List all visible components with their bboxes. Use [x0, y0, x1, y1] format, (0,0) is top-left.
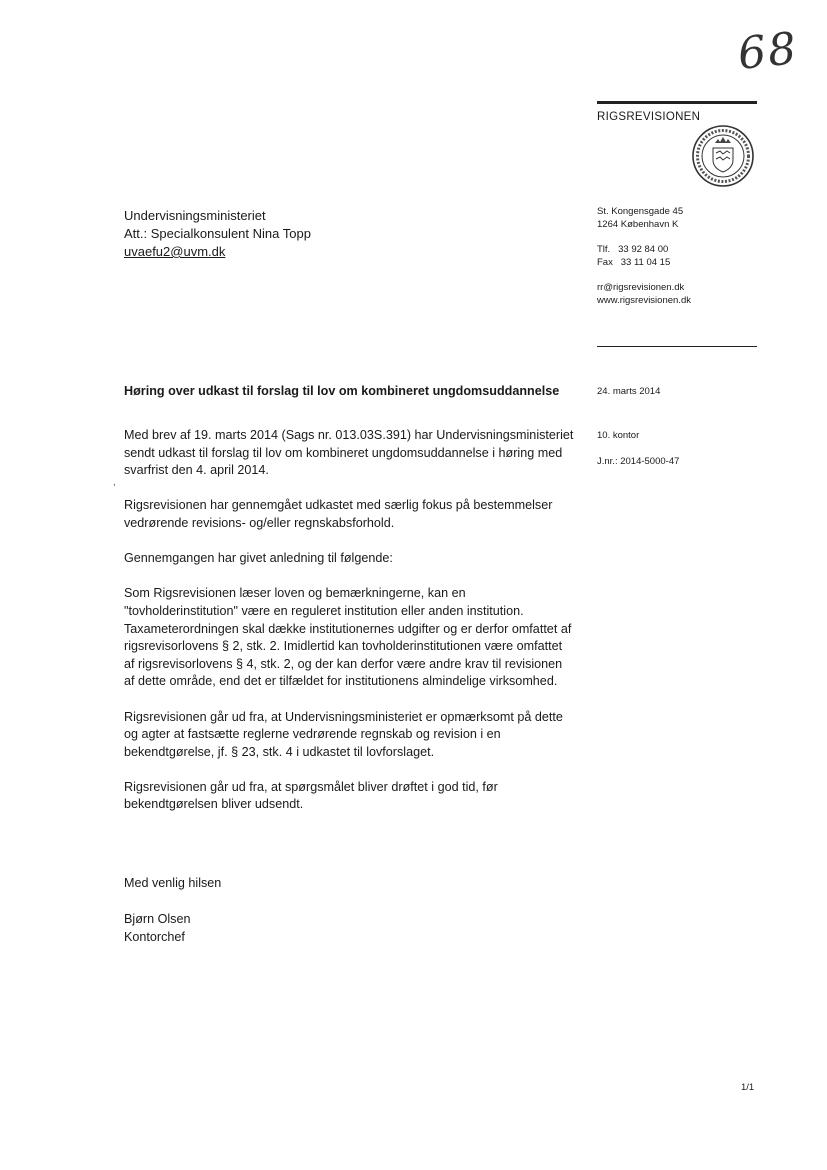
body-paragraph: Som Rigsrevisionen læser loven og bemærkningerne, kan en "tovholderinstitution" være en reguleret institution eller anden institution. Taxameterordningen skal dække institutionernes udgifter og er derfor omfattet af rigsrevisorlovens § 2, stk. 2. Imidlertid kan tovholderinstitutionen være omfattet af rigsrevisorlovens § 4, stk. 2, og der kan derfor være andre krav til revisionen af dette område, end det er tilfældet for institutionens almindelige virksomhed.	[124, 586, 572, 689]
header-rule	[597, 101, 757, 104]
sender-email: rr@rigsrevisionen.dk	[597, 282, 685, 293]
letter-date: 24. marts 2014	[597, 386, 661, 397]
address-street: St. Kongensgade 45	[597, 206, 684, 217]
closing-greeting: Med venlig hilsen	[124, 876, 222, 890]
sender-online	[597, 281, 691, 307]
margin-mark: ,	[113, 477, 116, 488]
recipient-org: Undervisningsministeriet	[124, 208, 266, 223]
sidebar-divider	[597, 346, 757, 347]
fax: Fax 33 11 04 15	[597, 257, 671, 268]
sender-website: www.rigsrevisionen.dk	[597, 295, 691, 306]
recipient-att: Att.: Specialkonsulent Nina Topp	[124, 226, 311, 241]
address-city: 1264 København K	[597, 219, 679, 230]
folketinget-seal-icon	[691, 124, 755, 188]
body-paragraph: Gennemgangen har givet anledning til følgende:	[124, 551, 393, 566]
handwritten-page-number: 68	[735, 23, 801, 80]
letter-body	[124, 427, 574, 832]
body-paragraph: Rigsrevisionen har gennemgået udkastet med særlig fokus på bestemmelser vedrørende revisions- og/eller regnskabsforhold.	[124, 498, 553, 530]
signer-title: Kontorchef	[124, 930, 185, 944]
org-name: RIGSREVISIONEN	[597, 111, 701, 123]
closing-block	[124, 874, 221, 946]
sender-address	[597, 205, 683, 231]
body-paragraph: Rigsrevisionen går ud fra, at spørgsmålet bliver drøftet i god tid, før bekendtgørelsen bliver udsendt.	[124, 779, 498, 812]
office: 10. kontor	[597, 430, 640, 441]
recipient-email-link[interactable]: uvaefu2@uvm.dk	[124, 244, 226, 259]
sender-phone-fax	[597, 243, 670, 269]
phone: Tlf. 33 92 84 00	[597, 244, 669, 255]
journal-number: J.nr.: 2014-5000-47	[597, 456, 680, 467]
page-number: 1/1	[741, 1082, 755, 1093]
body-paragraph: Med brev af 19. marts 2014 (Sags nr. 013.03S.391) har Undervisningsministeriet sendt udkast til forslag til lov om kombineret ungdomsuddannelse i høring med svarfrist den 4. april 2014.	[124, 428, 574, 478]
letter-subject: Høring over udkast til forslag til lov om kombineret ungdomsuddannelse	[124, 384, 560, 398]
recipient-block	[124, 207, 311, 261]
signer-name: Bjørn Olsen	[124, 912, 191, 926]
body-paragraph: Rigsrevisionen går ud fra, at Undervisningsministeriet er opmærksomt på dette og agter at fastsætte reglerne vedrørende regnskab og revision i en bekendtgørelse, jf. § 23, stk. 4 i udkastet til lovforslaget.	[124, 709, 563, 759]
